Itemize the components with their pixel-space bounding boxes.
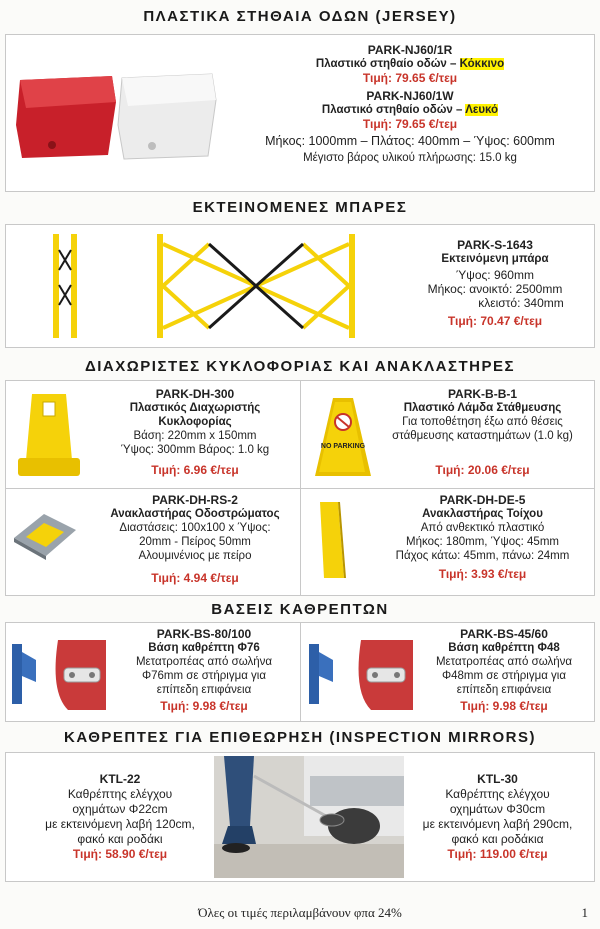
product-name: Ανακλαστήρας Τοίχου: [422, 508, 543, 520]
product-desc: Καθρέπτης ελέγχου: [67, 787, 173, 801]
ktl22-details: [25, 772, 215, 862]
product-desc: Διαστάσεις: 100x100 x Ύψος:: [119, 522, 271, 534]
extendable-bar-image: [45, 230, 365, 342]
product-desc: επίπεδη επιφάνεια: [156, 684, 252, 696]
jersey-details: [230, 43, 590, 165]
product-name-text: Πλαστικό στηθαίο οδών –: [315, 58, 460, 70]
product-name: Εκτεινόμενη μπάρα: [441, 253, 549, 265]
section-title-jersey: ΠΛΑΣΤΙΚΑ ΣΤΗΘΑΙΑ ΟΔΩΝ (JERSEY): [143, 8, 457, 25]
product-code: PARK-DH-DE-5: [439, 493, 526, 507]
product-price: Τιμή: 58.90 €/τεμ: [72, 847, 168, 861]
product-height: Ύψος: 960mm: [456, 268, 534, 282]
product-name: Πλαστικό Λάμδα Στάθμευσης: [403, 402, 562, 414]
product-desc: Μήκος: 180mm, Ύψος: 45mm: [406, 536, 559, 548]
sign-text: NO PARKING: [320, 443, 366, 450]
bs45-details: [415, 627, 593, 713]
product-name: Βάση καθρέπτη Φ48: [448, 642, 560, 654]
lambda-sign-image: [305, 392, 375, 478]
product-price: Τιμή: 4.94 €/τεμ: [151, 571, 239, 585]
product-desc: Ύψος: 300mm Βάρος: 1.0 kg: [120, 444, 270, 456]
product-price: Τιμή: 6.96 €/τεμ: [151, 463, 239, 477]
section-title-dividers: ΔΙΑΧΩΡΙΣΤΕΣ ΚΥΚΛΟΦΟΡΙΑΣ ΚΑΙ ΑΝΑΚΛΑΣΤΗΡΕΣ: [84, 358, 516, 375]
product-desc: Καθρέπτης ελέγχου: [445, 787, 550, 801]
product-desc: Φ48mm σε στήριγμα για: [441, 670, 567, 682]
product-name-text: Πλαστικό στηθαίο οδών –: [321, 104, 466, 116]
product-desc: Από ανθεκτικό πλαστικό: [420, 522, 545, 534]
wall-reflector-image: [312, 498, 352, 582]
product-desc: οχημάτων Φ22cm: [72, 802, 168, 816]
product-name: [230, 57, 590, 71]
product-weight: Μέγιστο βάρος υλικού πλήρωσης: 15.0 kg: [303, 152, 517, 164]
product-code: KTL-30: [477, 772, 518, 786]
bb1-details: [375, 387, 590, 477]
product-code: PARK-BS-45/60: [460, 627, 548, 641]
product-desc: Πάχος κάτω: 45mm, πάνω: 24mm: [395, 550, 570, 562]
product-desc: 20mm - Πείρος 50mm: [139, 536, 251, 548]
product-length-open: Μήκος: ανοικτό: 2500mm: [427, 282, 563, 296]
product-desc: φακό και ροδάκια: [451, 832, 544, 846]
jersey-barriers-image: [12, 70, 222, 165]
product-code: PARK-DH-300: [155, 387, 235, 401]
product-price: Τιμή: 79.65 €/τεμ: [362, 71, 458, 85]
product-dimensions: Μήκος: 1000mm – Πλάτος: 400mm – Ύψος: 600mm: [265, 134, 555, 148]
divider-horizontal: [5, 488, 595, 489]
divider-vertical: [300, 622, 301, 722]
product-price: Τιμή: 9.98 €/τεμ: [460, 699, 548, 713]
product-desc: επίπεδη επιφάνεια: [456, 684, 552, 696]
product-desc: Μετατροπέας από σωλήνα: [435, 656, 573, 668]
product-price: Τιμή: 20.06 €/τεμ: [435, 463, 530, 477]
product-name: Ανακλαστήρας Οδοστρώματος: [110, 508, 280, 520]
product-code: PARK-S-1643: [457, 238, 533, 252]
traffic-divider-image: [14, 388, 84, 480]
product-price: Τιμή: 9.98 €/τεμ: [160, 699, 248, 713]
product-code: PARK-BS-80/100: [156, 627, 252, 641]
mirror-base-76-image: [8, 632, 108, 712]
product-price: Τιμή: 119.00 €/τεμ: [447, 847, 548, 861]
product-name: [230, 103, 590, 117]
product-desc: με εκτεινόμενη λαβή 120cm,: [45, 817, 195, 831]
product-code: PARK-NJ60/1R: [367, 43, 453, 57]
section-title-mirror-bases: ΒΑΣΕΙΣ ΚΑΘΡΕΠΤΩΝ: [211, 601, 389, 618]
color-highlight: Κόκκινο: [459, 58, 505, 70]
product-code: PARK-NJ60/1W: [366, 89, 454, 103]
product-desc: οχημάτων Φ30cm: [449, 802, 546, 816]
product-name: Βάση καθρέπτη Φ76: [148, 642, 260, 654]
product-desc: Φ76mm σε στήριγμα για: [141, 670, 267, 682]
product-price: Τιμή: 79.65 €/τεμ: [362, 117, 458, 131]
section-title-bars: ΕΚΤΕΙΝΟΜΕΝΕΣ ΜΠΑΡΕΣ: [192, 199, 408, 216]
product-price: Τιμή: 70.47 €/τεμ: [447, 314, 543, 328]
product-name: Πλαστικός Διαχωριστής: [129, 402, 261, 414]
inspection-photo: [214, 756, 404, 878]
road-reflector-image: [10, 508, 80, 560]
product-desc: Αλουμινένιος με πείρο: [138, 550, 252, 562]
product-desc: με εκτεινόμενη λαβή 290cm,: [422, 817, 573, 831]
product-price: Τιμή: 3.93 €/τεμ: [438, 567, 527, 581]
product-code: KTL-22: [99, 772, 141, 786]
product-code: PARK-DH-RS-2: [152, 493, 238, 507]
mirror-base-48-image: [305, 632, 415, 712]
product-desc: Βάση: 220mm x 150mm: [133, 430, 257, 442]
bar-details: [400, 238, 590, 328]
product-desc: Μετατροπέας από σωλήνα: [135, 656, 273, 668]
de5-details: [375, 493, 590, 581]
product-name: Κυκλοφορίας: [158, 416, 232, 428]
ktl30-details: [405, 772, 590, 862]
section-title-inspection: ΚΑΘΡΕΠΤΕΣ ΓΙΑ ΕΠΙΘΕΩΡΗΣΗ (INSPECTION MIRRORS): [63, 729, 536, 746]
product-desc: φακό και ροδάκι: [77, 832, 163, 846]
product-code: PARK-B-B-1: [447, 387, 518, 401]
bs80-details: [110, 627, 298, 713]
product-desc: στάθμευσης καταστημάτων (1.0 kg): [392, 430, 573, 442]
rs2-details: [95, 493, 295, 585]
product-desc: Για τοποθέτηση έξω από θέσεις: [402, 416, 563, 428]
product-length-closed: κλειστό: 340mm: [478, 296, 564, 310]
page-number: 1: [581, 905, 588, 920]
footer-vat-note: Όλες οι τιμές περιλαμβάνουν φπα 24%: [198, 905, 402, 920]
color-highlight: Λευκό: [465, 104, 499, 116]
dh300-details: [95, 387, 295, 477]
